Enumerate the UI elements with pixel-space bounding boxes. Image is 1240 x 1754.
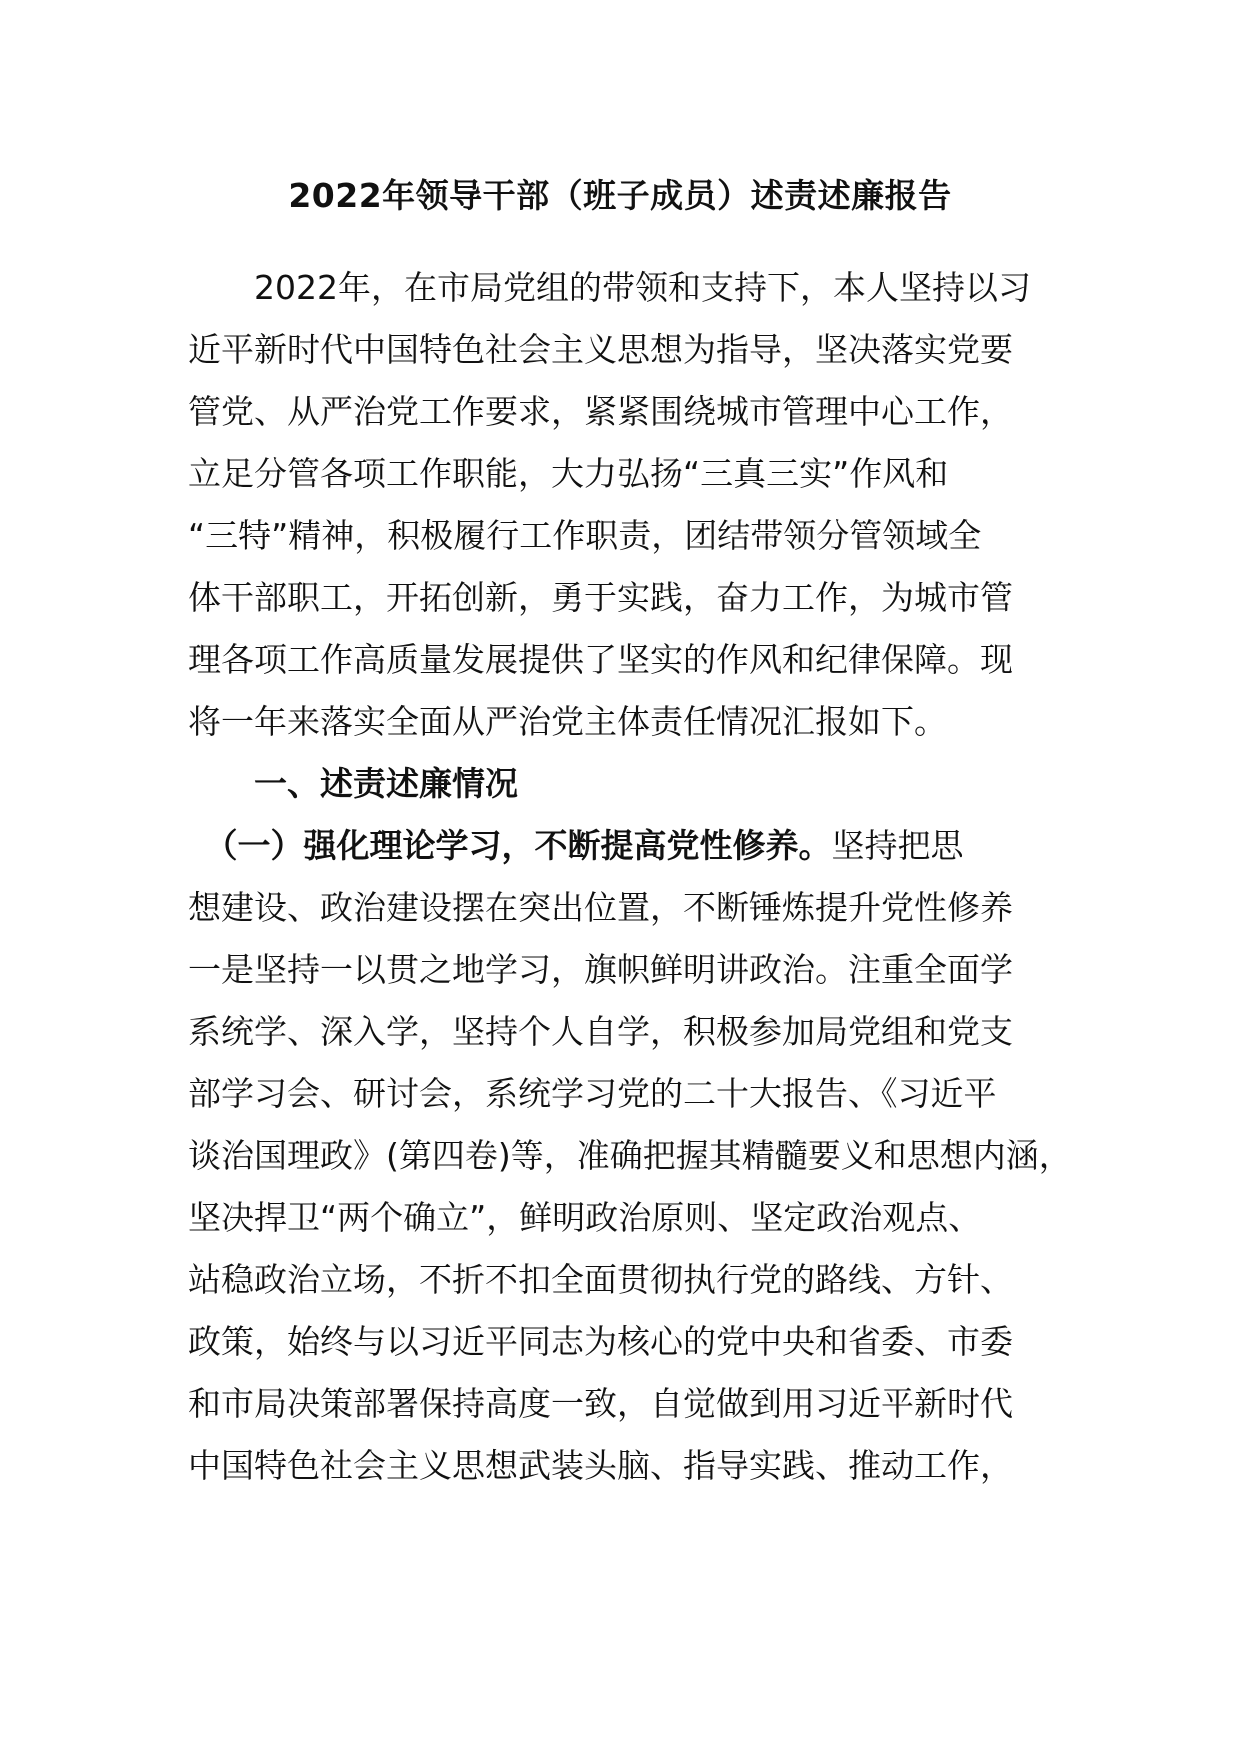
subsection-line bbox=[188, 826, 964, 866]
subsection-text: 坚持把思 bbox=[831, 826, 964, 865]
paragraph-line: 系统学、深入学，坚持个人自学，积极参加局党组和党支 bbox=[188, 1012, 1013, 1051]
section-heading: 一、述责述廉情况 bbox=[188, 764, 518, 803]
paragraph-line: 一是坚持一以贯之地学习，旗帜鲜明讲政治。注重全面学 bbox=[188, 950, 1013, 989]
paragraph-line: 近平新时代中国特色社会主义思想为指导，坚决落实党要 bbox=[188, 330, 1013, 369]
paragraph-line: 管党、从严治党工作要求，紧紧围绕城市管理中心工作， bbox=[188, 392, 1013, 431]
paragraph-line: 体干部职工，开拓创新，勇于实践，奋力工作，为城市管 bbox=[188, 578, 1013, 617]
paragraph-line: 立足分管各项工作职能，大力弘扬“三真三实”作风和 bbox=[188, 454, 949, 493]
paragraph-line: 想建设、政治建设摆在突出位置，不断锤炼提升党性修养 bbox=[188, 888, 1013, 927]
paragraph-line: 坚决捍卫“两个确立”，鲜明政治原则、坚定政治观点、 bbox=[188, 1198, 982, 1237]
paragraph-line: 谈治国理政》(第四卷)等，准确把握其精髓要义和思想内涵， bbox=[188, 1136, 1072, 1175]
paragraph-line: 2022年，在市局党组的带领和支持下，本人坚持以习 bbox=[188, 268, 1031, 307]
paragraph-line: 将一年来落实全面从严治党主体责任情况汇报如下。 bbox=[188, 702, 947, 741]
subsection-heading: （一）强化理论学习，不断提高党性修养。 bbox=[188, 826, 832, 865]
paragraph-line: 部学习会、研讨会，系统学习党的二十大报告、《习近平 bbox=[188, 1074, 997, 1113]
document-title: 2022年领导干部（班子成员）述责述廉报告 bbox=[288, 176, 952, 215]
paragraph-line: 中国特色社会主义思想武装头脑、指导实践、推动工作， bbox=[188, 1446, 1013, 1485]
paragraph-line: “三特”精神，积极履行工作职责，团结带领分管领域全 bbox=[188, 516, 982, 555]
paragraph-line: 站稳政治立场，不折不扣全面贯彻执行党的路线、方针、 bbox=[188, 1260, 1013, 1299]
paragraph-line: 理各项工作高质量发展提供了坚实的作风和纪律保障。现 bbox=[188, 640, 1013, 679]
paragraph-line: 和市局决策部署保持高度一致，自觉做到用习近平新时代 bbox=[188, 1384, 1013, 1423]
paragraph-line: 政策，始终与以习近平同志为核心的党中央和省委、市委 bbox=[188, 1322, 1013, 1361]
